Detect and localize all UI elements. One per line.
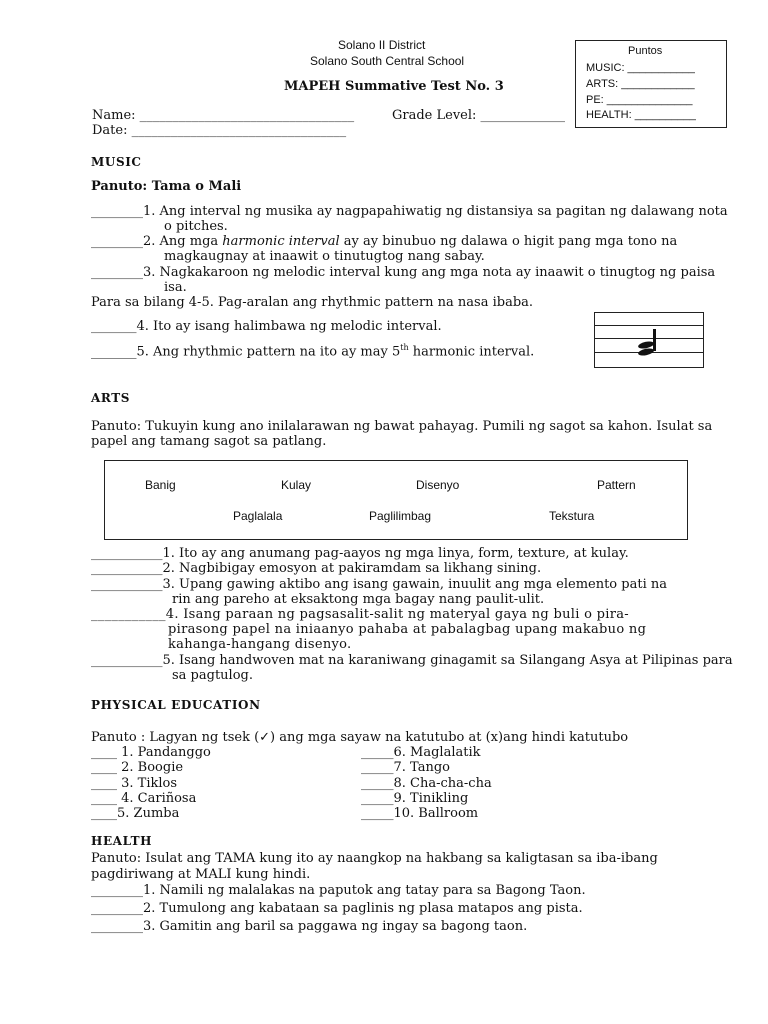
arts-q2: ___________2. Nagbibigay emosyon at pakiramdam sa likhang sining.	[91, 561, 542, 576]
health-q1: ________1. Namili ng malalakas na paputok ang tatay para sa Bagong Taon.	[91, 883, 586, 898]
music-q5-post: harmonic interval.	[408, 344, 535, 360]
pe-item: _____6. Maglalatik	[361, 745, 481, 760]
music-q3-cont: isa.	[164, 280, 187, 295]
music-q2-cont: magkaugnay at inaawit o tinutugtog nang sabay.	[164, 249, 485, 264]
pe-item: ____ 4. Cariños​a	[91, 791, 197, 806]
score-box	[575, 40, 727, 128]
score-pe: PE: ______________	[586, 94, 693, 106]
pe-item: ____ 2. Boogie	[91, 760, 184, 775]
choice-item: Banig	[145, 478, 176, 492]
music-q1-cont: o pitches.	[164, 219, 228, 234]
test-title: MAPEH Summative Test No. 3	[284, 79, 504, 94]
pe-item: ____ 1. Pandanggo	[91, 745, 211, 760]
pe-item: ____ 3. Tiklos	[91, 776, 178, 791]
arts-q1: ___________1. Ito ay ang anumang pag-aayos ng mga linya, form, texture, at kulay.	[91, 546, 629, 561]
arts-q3: ___________3. Upang gawing aktibo ang isang gawain, inuulit ang mga elemento pati na	[91, 577, 667, 592]
arts-q3-cont: rin ang pareho at eksaktong mga bagay nang paulit-ulit.	[172, 592, 545, 607]
health-q3: ________3. Gamitin ang baril sa paggawa ng ingay sa bagong taon.	[91, 919, 528, 934]
choice-item: Disenyo	[416, 478, 460, 492]
score-music: MUSIC: ___________	[586, 62, 695, 74]
music-q5-pre: _______5. Ang rhythmic pattern na ito ay may 5	[91, 344, 401, 360]
music-q2-term: harmonic interval	[222, 234, 340, 249]
music-q2-pre: ________2. Ang mga	[91, 234, 223, 249]
date-field: Date: _________________________________	[92, 123, 347, 138]
music-note: Para sa bilang 4-5. Pag-aralan ang rhythmic pattern na nasa ibaba.	[91, 295, 534, 310]
health-heading: HEALTH	[91, 834, 153, 848]
arts-instruction-cont: papel ang tamang sagot sa patlang.	[91, 434, 327, 449]
music-q3: ________3. Nagkakaroon ng melodic interval kung ang mga nota ay inaawit o tinugtog ng paisa	[91, 265, 716, 280]
district-name: Solano II District	[338, 38, 426, 52]
health-instruction: Panuto: Isulat ang TAMA kung ito ay naangkop na hakbang sa kaligtasan sa iba-ibang	[91, 851, 658, 866]
music-q2-post: ay ay binubuo ng dalawa o higit pang mga tono na	[339, 234, 678, 249]
pe-item: _____8. Cha-cha-cha	[361, 776, 492, 791]
music-instruction: Panuto: Tama o Mali	[91, 179, 242, 194]
score-health: HEALTH: __________	[586, 109, 696, 121]
arts-q4-cont2: kahanga-hangang disenyo.	[168, 637, 352, 652]
choice-item: Kulay	[281, 478, 312, 492]
choice-item: Pattern	[597, 478, 636, 492]
pe-item: ____5. Zumba	[91, 806, 180, 821]
music-q5	[91, 343, 534, 359]
score-box-title: Puntos	[628, 45, 663, 57]
name-field: Name: _________________________________	[92, 108, 355, 123]
choice-item: Tekstura	[549, 509, 595, 523]
choices-box	[104, 460, 688, 540]
music-q1: ________1. Ang interval ng musika ay nagpapahiwatig ng distansiya sa pagitan ng dalawang nota	[91, 204, 728, 219]
score-arts: ARTS: ____________	[586, 78, 695, 90]
music-heading: MUSIC	[91, 155, 142, 169]
music-q5-sup: th	[400, 343, 409, 352]
music-staff	[594, 312, 704, 368]
arts-q5-cont: sa pagtulog.	[172, 668, 253, 683]
health-q2: ________2. Tumulong ang kabataan sa paglinis ng plasa matapos ang pista.	[91, 901, 583, 916]
arts-q4: ___________4. Isang paraan ng pagsasalit-salit ng materyal gaya ng buli o pira-	[91, 607, 629, 622]
choice-item: Paglilimbag	[369, 509, 432, 523]
pe-item: _____10. Ballroom	[361, 806, 479, 821]
pe-heading: PHYSICAL EDUCATION	[91, 698, 261, 712]
health-instruction-cont: pagdiriwang at MALI kung hindi.	[91, 867, 311, 882]
school-name: Solano South Central School	[310, 54, 465, 68]
pe-item: _____9. Tinikling	[361, 791, 469, 806]
arts-instruction: Panuto: Tukuyin kung ano inilalarawan ng bawat pahayag. Pumili ng sagot sa kahon. Isulat sa	[91, 419, 713, 434]
choice-item: Paglalala	[233, 509, 283, 523]
pe-instruction: Panuto : Lagyan ng tsek (✓) ang mga sayaw na katutubo at (x)ang hindi katutubo	[91, 730, 629, 745]
harmonic-interval-icon	[631, 327, 665, 357]
staff-line	[595, 325, 703, 326]
pe-item: _____7. Tango	[361, 760, 450, 775]
music-q4: _______4. Ito ay isang halimbawa ng melodic interval.	[91, 319, 442, 334]
grade-level-field: Grade Level: _____________	[392, 108, 566, 123]
arts-heading: ARTS	[91, 391, 131, 405]
arts-q4-cont: pirasong papel na iniaanyo pahaba at pabalagbag upang makabuo ng	[168, 622, 647, 637]
arts-q5: ___________5. Isang handwoven mat na karaniwang ginagamit sa Silangang Asya at Pilipinas para	[91, 653, 733, 668]
music-q2	[91, 234, 677, 249]
